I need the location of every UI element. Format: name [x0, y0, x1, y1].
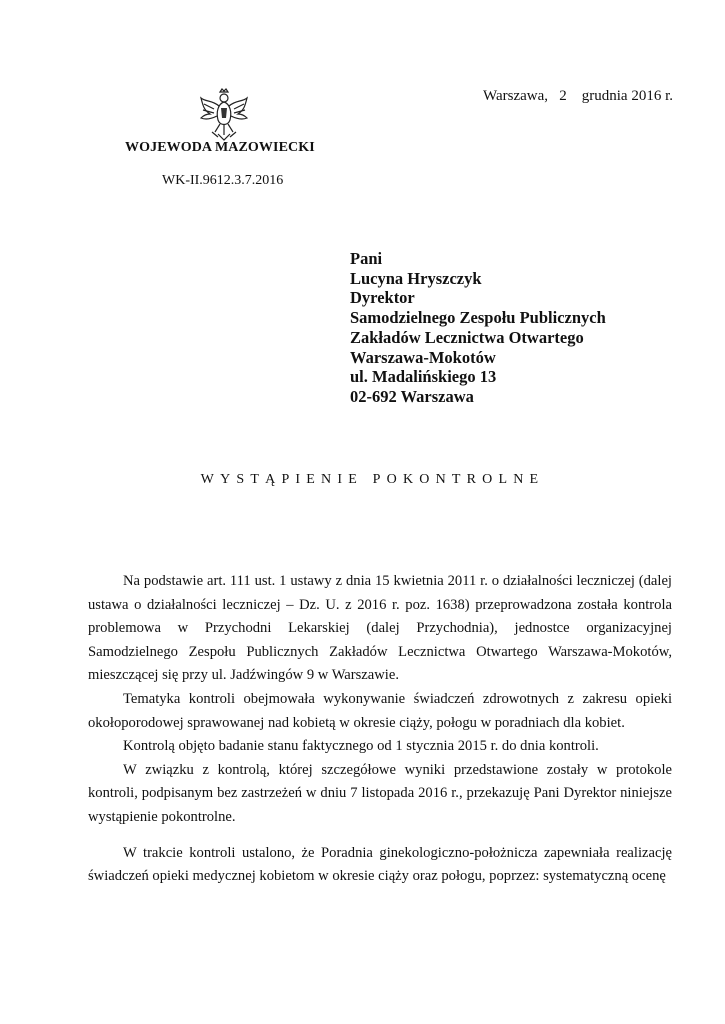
eagle-emblem-icon [198, 88, 250, 142]
reference-number: WK-II.9612.3.7.2016 [162, 173, 284, 188]
recipient-address [350, 249, 606, 407]
body-paragraph: W związku z kontrolą, której szczegółowe wyniki przedstawione zostały w protokole kontroli, podpisanym bez zastrzeżeń w dniu 7 listopada 2016 r., przekazuję Pani Dyrektor niniejsze wystąpienie pokontrolne. [88, 761, 672, 825]
body-paragraph: Kontrolą objęto badanie stanu faktycznego od 1 stycznia 2015 r. do dnia kontroli. [123, 738, 599, 755]
recipient-line: Warszawa-Mokotów [350, 347, 496, 367]
recipient-line: 02-692 Warszawa [350, 386, 474, 406]
document-body [88, 570, 672, 889]
recipient-line: Samodzielnego Zespołu Publicznych [350, 308, 606, 328]
recipient-line: ul. Madalińskiego 13 [350, 367, 497, 387]
letter-date: Warszawa, 2 grudnia 2016 r. [483, 88, 673, 104]
recipient-line: Zakładów Lecznictwa Otwartego [350, 327, 584, 347]
recipient-line: Dyrektor [350, 288, 415, 308]
body-paragraph: Na podstawie art. 111 ust. 1 ustawy z dnia 15 kwietnia 2011 r. o działalności leczniczej (dalej ustawa o działalności leczniczej – Dz. U. z 2016 r. poz. 1638) przeprowadzona została kontrola problemowa w Przychodni Lekarskiej (dalej Przychodnia), jednostce organizacyjnej Samodzielnego Zespołu Publicznych Zakładów Lecznictwa Otwartego Warszawa-Mokotów, mieszczącej się przy ul. Jadźwingów 9 w Warszawie. [88, 573, 672, 684]
body-paragraph: W trakcie kontroli ustalono, że Poradnia ginekologiczno-położnicza zapewniała realizację świadczeń opieki medycznej kobietom w okresie ciąży oraz połogu, poprzez: systematyczną ocenę [88, 844, 672, 885]
office-name: WOJEWODA MAZOWIECKI [125, 140, 315, 155]
recipient-line: Lucyna Hryszczyk [350, 268, 482, 288]
body-paragraph: Tematyka kontroli obejmowała wykonywanie świadczeń zdrowotnych z zakresu opieki okołoporodowej sprawowanej nad kobietą w okresie ciąży, połogu w poradniach dla kobiet. [88, 690, 672, 731]
document-title: WYSTĄPIENIE POKONTROLNE [200, 472, 545, 487]
recipient-line: Pani [350, 249, 383, 268]
